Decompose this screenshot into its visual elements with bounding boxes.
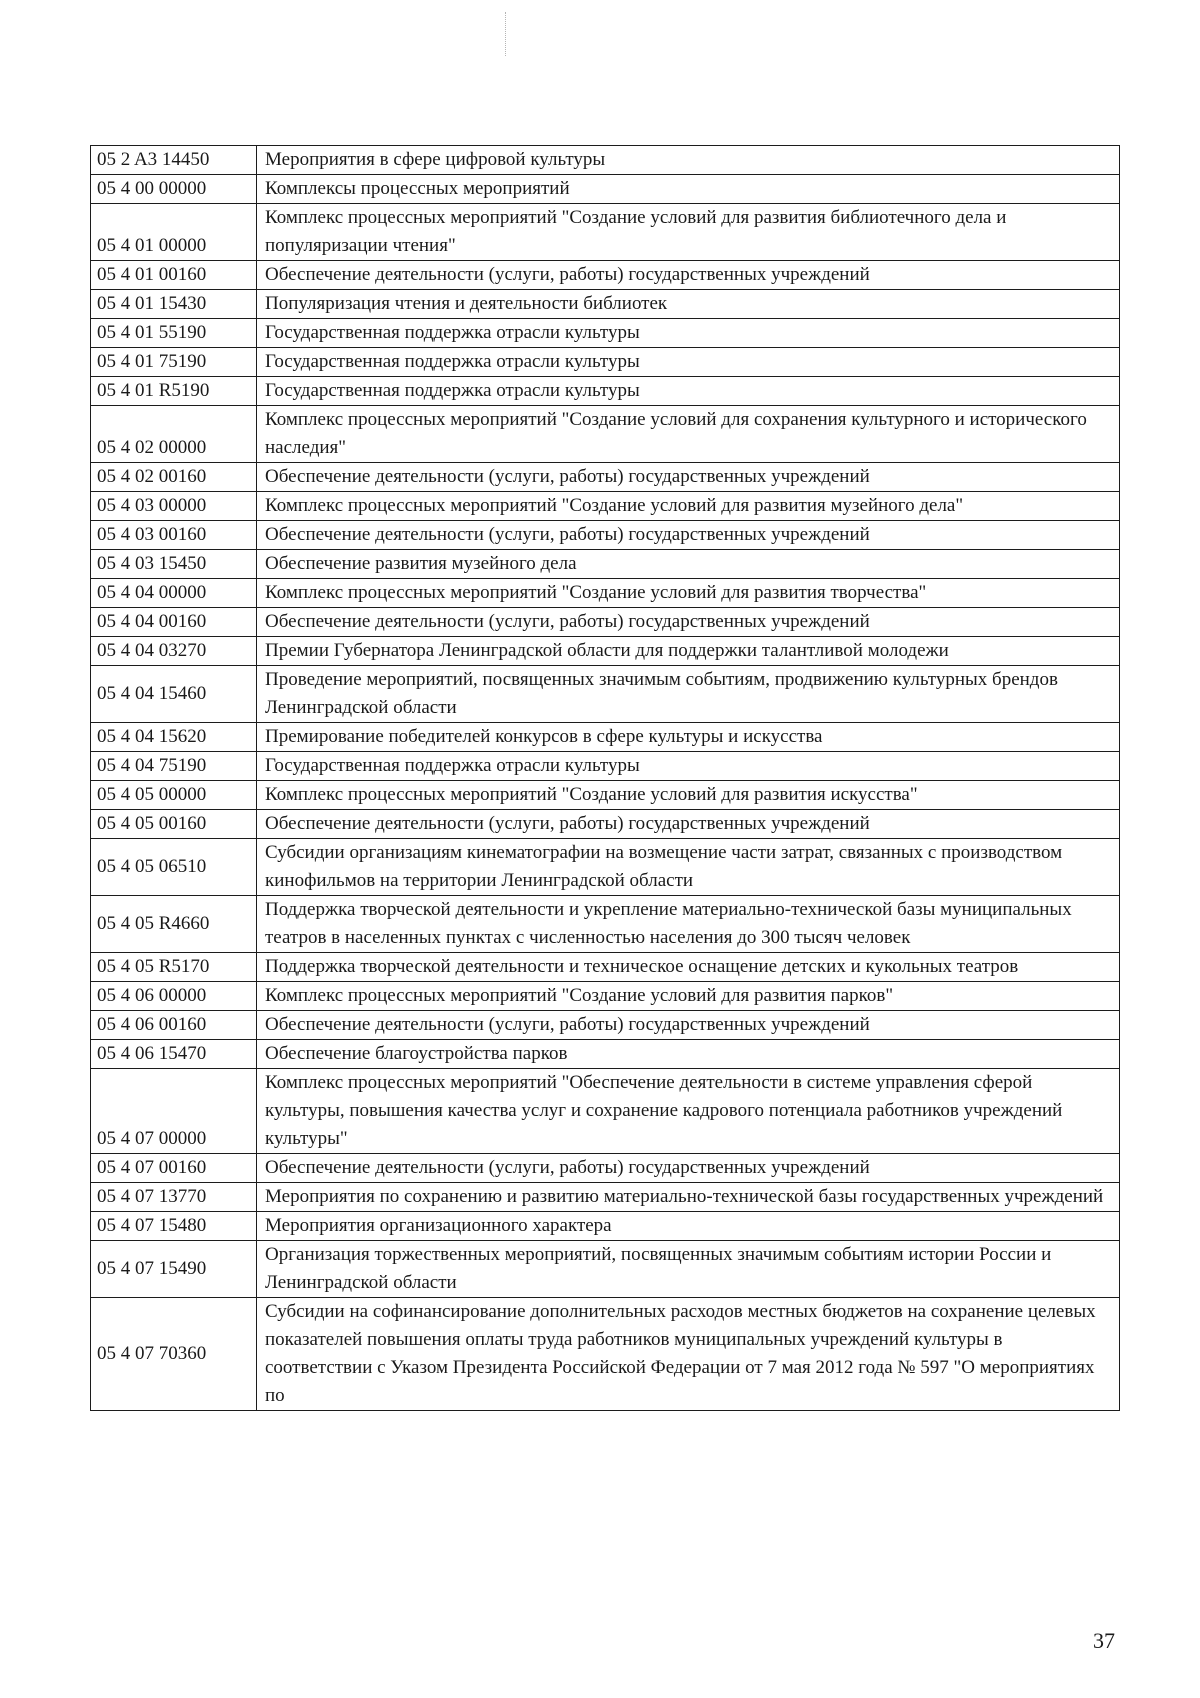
table-row bbox=[91, 521, 1120, 550]
table-row bbox=[91, 1298, 1120, 1411]
page-number: 37 bbox=[1093, 1628, 1115, 1653]
code-cell: 05 4 01 15430 bbox=[91, 290, 257, 319]
code-cell: 05 4 02 00000 bbox=[91, 406, 257, 463]
code-cell: 05 4 04 15620 bbox=[91, 723, 257, 752]
table-row bbox=[91, 810, 1120, 839]
description-cell: Обеспечение деятельности (услуги, работы) государственных учреждений bbox=[257, 261, 1120, 290]
code-cell: 05 4 03 15450 bbox=[91, 550, 257, 579]
description-cell: Обеспечение деятельности (услуги, работы) государственных учреждений bbox=[257, 463, 1120, 492]
code-cell: 05 4 02 00160 bbox=[91, 463, 257, 492]
code-cell: 05 4 03 00000 bbox=[91, 492, 257, 521]
description-cell: Государственная поддержка отрасли культуры bbox=[257, 752, 1120, 781]
table-row bbox=[91, 261, 1120, 290]
description-cell: Комплекс процессных мероприятий "Обеспечение деятельности в системе управления сферой культуры, повышения качества услуг и сохранение кадрового потенциала работников учреждений культуры" bbox=[257, 1069, 1120, 1154]
code-cell: 05 4 07 15490 bbox=[91, 1241, 257, 1298]
table-row bbox=[91, 492, 1120, 521]
description-cell: Комплекс процессных мероприятий "Создание условий для развития музейного дела" bbox=[257, 492, 1120, 521]
description-cell: Обеспечение деятельности (услуги, работы) государственных учреждений bbox=[257, 521, 1120, 550]
table-row bbox=[91, 1011, 1120, 1040]
table-row bbox=[91, 550, 1120, 579]
description-cell: Обеспечение деятельности (услуги, работы) государственных учреждений bbox=[257, 608, 1120, 637]
description-cell: Мероприятия в сфере цифровой культуры bbox=[257, 146, 1120, 175]
description-cell: Обеспечение благоустройства парков bbox=[257, 1040, 1120, 1069]
table-row bbox=[91, 348, 1120, 377]
table-row bbox=[91, 723, 1120, 752]
description-cell: Субсидии организациям кинематографии на возмещение части затрат, связанных с производством кинофильмов на территории Ленинградской области bbox=[257, 839, 1120, 896]
table-row bbox=[91, 406, 1120, 463]
code-cell: 05 4 04 00000 bbox=[91, 579, 257, 608]
description-cell: Комплекс процессных мероприятий "Создание условий для развития творчества" bbox=[257, 579, 1120, 608]
code-cell: 05 4 07 70360 bbox=[91, 1298, 257, 1411]
code-cell: 05 4 07 13770 bbox=[91, 1183, 257, 1212]
table-row bbox=[91, 666, 1120, 723]
description-cell: Мероприятия по сохранению и развитию материально-технической базы государственных учреждений bbox=[257, 1183, 1120, 1212]
code-cell: 05 4 04 15460 bbox=[91, 666, 257, 723]
table-row bbox=[91, 1040, 1120, 1069]
code-cell: 05 4 01 00000 bbox=[91, 204, 257, 261]
table-row bbox=[91, 1183, 1120, 1212]
description-cell: Популяризация чтения и деятельности библиотек bbox=[257, 290, 1120, 319]
description-cell: Обеспечение деятельности (услуги, работы) государственных учреждений bbox=[257, 810, 1120, 839]
table-row bbox=[91, 377, 1120, 406]
scan-artifact bbox=[505, 12, 507, 56]
description-cell: Обеспечение деятельности (услуги, работы) государственных учреждений bbox=[257, 1011, 1120, 1040]
code-cell: 05 4 04 75190 bbox=[91, 752, 257, 781]
code-cell: 05 4 03 00160 bbox=[91, 521, 257, 550]
table-row bbox=[91, 982, 1120, 1011]
description-cell: Комплекс процессных мероприятий "Создание условий для развития искусства" bbox=[257, 781, 1120, 810]
description-cell: Поддержка творческой деятельности и укрепление материально-технической базы муниципальных театров в населенных пунктах с численностью населения до 300 тысяч человек bbox=[257, 896, 1120, 953]
description-cell: Государственная поддержка отрасли культуры bbox=[257, 319, 1120, 348]
table-row bbox=[91, 637, 1120, 666]
code-cell: 05 4 05 R4660 bbox=[91, 896, 257, 953]
code-cell: 05 4 04 03270 bbox=[91, 637, 257, 666]
code-cell: 05 4 07 00160 bbox=[91, 1154, 257, 1183]
table-row bbox=[91, 839, 1120, 896]
table-row bbox=[91, 781, 1120, 810]
code-cell: 05 4 05 00000 bbox=[91, 781, 257, 810]
code-cell: 05 4 01 R5190 bbox=[91, 377, 257, 406]
description-cell: Премии Губернатора Ленинградской области для поддержки талантливой молодежи bbox=[257, 637, 1120, 666]
description-cell: Государственная поддержка отрасли культуры bbox=[257, 348, 1120, 377]
code-cell: 05 4 07 15480 bbox=[91, 1212, 257, 1241]
description-cell: Комплексы процессных мероприятий bbox=[257, 175, 1120, 204]
description-cell: Комплекс процессных мероприятий "Создание условий для сохранения культурного и исторического наследия" bbox=[257, 406, 1120, 463]
table-row bbox=[91, 579, 1120, 608]
table-row bbox=[91, 319, 1120, 348]
table-row bbox=[91, 608, 1120, 637]
table-row bbox=[91, 896, 1120, 953]
description-cell: Обеспечение деятельности (услуги, работы) государственных учреждений bbox=[257, 1154, 1120, 1183]
code-cell: 05 2 A3 14450 bbox=[91, 146, 257, 175]
code-cell: 05 4 01 55190 bbox=[91, 319, 257, 348]
table-row bbox=[91, 146, 1120, 175]
code-cell: 05 4 04 00160 bbox=[91, 608, 257, 637]
table-row bbox=[91, 1069, 1120, 1154]
description-cell: Комплекс процессных мероприятий "Создание условий для развития парков" bbox=[257, 982, 1120, 1011]
description-cell: Премирование победителей конкурсов в сфере культуры и искусства bbox=[257, 723, 1120, 752]
description-cell: Государственная поддержка отрасли культуры bbox=[257, 377, 1120, 406]
description-cell: Проведение мероприятий, посвященных значимым событиям, продвижению культурных брендов Ленинградской области bbox=[257, 666, 1120, 723]
description-cell: Субсидии на софинансирование дополнительных расходов местных бюджетов на сохранение целевых показателей повышения оплаты труда работников муниципальных учреждений культуры в соответствии с Указом Президента Российской Федерации от 7 мая 2012 года № 597 "О мероприятиях по bbox=[257, 1298, 1120, 1411]
code-cell: 05 4 07 00000 bbox=[91, 1069, 257, 1154]
code-cell: 05 4 01 00160 bbox=[91, 261, 257, 290]
table-row bbox=[91, 752, 1120, 781]
code-cell: 05 4 06 00000 bbox=[91, 982, 257, 1011]
table-row bbox=[91, 953, 1120, 982]
code-cell: 05 4 00 00000 bbox=[91, 175, 257, 204]
code-cell: 05 4 05 06510 bbox=[91, 839, 257, 896]
table-row bbox=[91, 204, 1120, 261]
code-cell: 05 4 06 15470 bbox=[91, 1040, 257, 1069]
budget-code-table-container bbox=[90, 145, 1120, 1411]
code-cell: 05 4 01 75190 bbox=[91, 348, 257, 377]
description-cell: Обеспечение развития музейного дела bbox=[257, 550, 1120, 579]
table-row bbox=[91, 1154, 1120, 1183]
table-row bbox=[91, 175, 1120, 204]
description-cell: Комплекс процессных мероприятий "Создание условий для развития библиотечного дела и популяризации чтения" bbox=[257, 204, 1120, 261]
table-row bbox=[91, 1212, 1120, 1241]
budget-code-table bbox=[90, 145, 1120, 1411]
description-cell: Поддержка творческой деятельности и техническое оснащение детских и кукольных театров bbox=[257, 953, 1120, 982]
description-cell: Мероприятия организационного характера bbox=[257, 1212, 1120, 1241]
table-row bbox=[91, 1241, 1120, 1298]
code-cell: 05 4 06 00160 bbox=[91, 1011, 257, 1040]
description-cell: Организация торжественных мероприятий, посвященных значимым событиям истории России и Ленинградской области bbox=[257, 1241, 1120, 1298]
table-row bbox=[91, 463, 1120, 492]
code-cell: 05 4 05 R5170 bbox=[91, 953, 257, 982]
code-cell: 05 4 05 00160 bbox=[91, 810, 257, 839]
table-row bbox=[91, 290, 1120, 319]
